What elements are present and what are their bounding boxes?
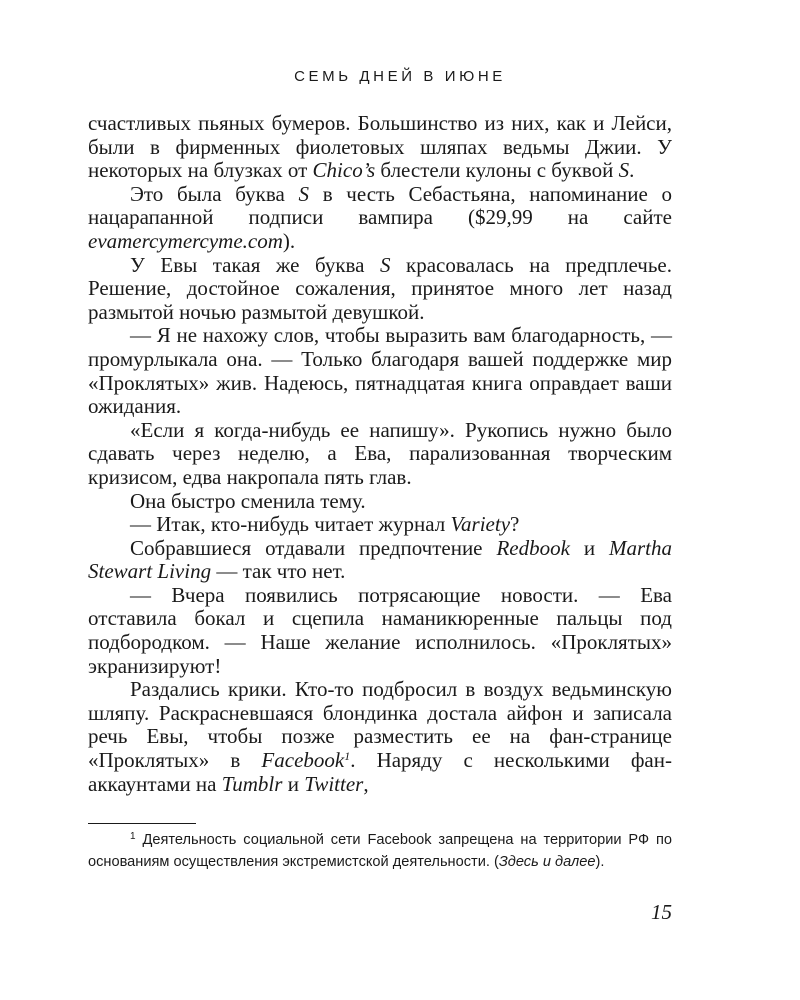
paragraph xyxy=(88,490,672,514)
text-run: ). xyxy=(595,853,605,870)
paragraph xyxy=(88,678,672,796)
text-run: Собравшиеся отдавали предпочтение xyxy=(130,535,497,560)
text-run: . xyxy=(629,158,635,183)
italic-text: Chico’s xyxy=(312,158,376,183)
italic-text: Variety xyxy=(450,512,511,537)
text-run: Деятельность социальной сети Facebook запрещена на территории РФ по основаниям осуществления экстремистской деятельности. ( xyxy=(88,832,672,870)
text-run: , xyxy=(363,771,369,796)
running-head: СЕМЬ ДНЕЙ В ИЮНЕ xyxy=(294,68,506,85)
italic-text: S xyxy=(298,181,309,206)
text-run: Раздались крики. Кто-то подбросил в воздух ведьминскую шляпу. Раскрасневшаяся блондинка достала айфон и записала речь Евы, чтобы позже разместить ее на фан-страницe «Проклятых» в xyxy=(88,677,672,773)
text-run: счастливых пьяных бумеров. Большинство из них, как и Лейси, были в фирменных фиолетовых шляпах ведьмы Джии. У некоторых на блузках от xyxy=(88,111,672,183)
italic-text: Redbook xyxy=(496,535,570,560)
italic-text: S xyxy=(618,158,630,183)
paragraph xyxy=(88,324,672,418)
paragraph xyxy=(88,254,672,325)
text-run: блестели кулоны с буквой xyxy=(375,158,619,183)
text-run: Это была буква xyxy=(130,181,299,206)
italic-text: Tumblr xyxy=(221,771,283,796)
page-number: 15 xyxy=(651,900,672,924)
text-run: Она быстро сменила тему. xyxy=(130,488,366,513)
footnote-divider xyxy=(88,823,196,824)
text-run: — так что нет. xyxy=(211,559,346,584)
text-run: и xyxy=(282,771,305,796)
body-text xyxy=(88,112,672,796)
paragraph xyxy=(88,183,672,254)
text-run: «Если я когда-нибудь ее напишу». Рукопись нужно было сдавать через неделю, а Ева, парализованная творческим кризисом, едва накропала пять глав. xyxy=(88,417,672,489)
paragraph xyxy=(88,112,672,183)
text-run: ? xyxy=(510,512,520,537)
text-run: — Вчера появились потрясающие новости. — Ева отставила бокал и сцепила наманикюренные пальцы под подбородком. — Наше желание исполнилось. «Проклятых» экранизируют! xyxy=(88,582,672,678)
text-run: красовалась на предплечье. Решение, достойное сожаления, принятое много лет назад размытой ночью размытой девушкой. xyxy=(88,252,672,324)
italic-text: Здесь и далее xyxy=(498,853,596,870)
paragraph xyxy=(88,419,672,490)
italic-text: evamercymercyme.com xyxy=(88,228,283,253)
paragraph xyxy=(88,584,672,678)
italic-text: Martha Stewart Living xyxy=(88,535,672,584)
text-run: ). xyxy=(282,228,296,253)
text-run: — Итак, кто-нибудь читает журнал xyxy=(130,512,451,537)
text-run: и xyxy=(569,535,609,560)
text-run: — Я не нахожу слов, чтобы выразить вам благодарность, — промурлыкала она. — Только благодаря вашей поддержке мир «Проклятых» жив. Надеюсь, пятнадцатая книга оправдает ваши ожидания. xyxy=(88,323,672,419)
footnote-marker: 1 xyxy=(130,831,136,842)
text-run: в честь Себастьяна, напоминание о нацарапанной подписи вампира ($29,99 на сайте xyxy=(88,181,672,230)
text-run: У Евы такая же буква xyxy=(130,252,381,277)
italic-text: Facebook xyxy=(261,748,345,773)
italic-text: S xyxy=(380,252,391,277)
paragraph xyxy=(88,537,672,584)
paragraph xyxy=(88,513,672,537)
text-run: . Наряду с несколькими фан-аккаунтами на xyxy=(88,748,672,796)
footnote-reference: 1 xyxy=(344,749,351,764)
italic-text: Twitter xyxy=(304,771,364,796)
footnote xyxy=(88,830,672,873)
